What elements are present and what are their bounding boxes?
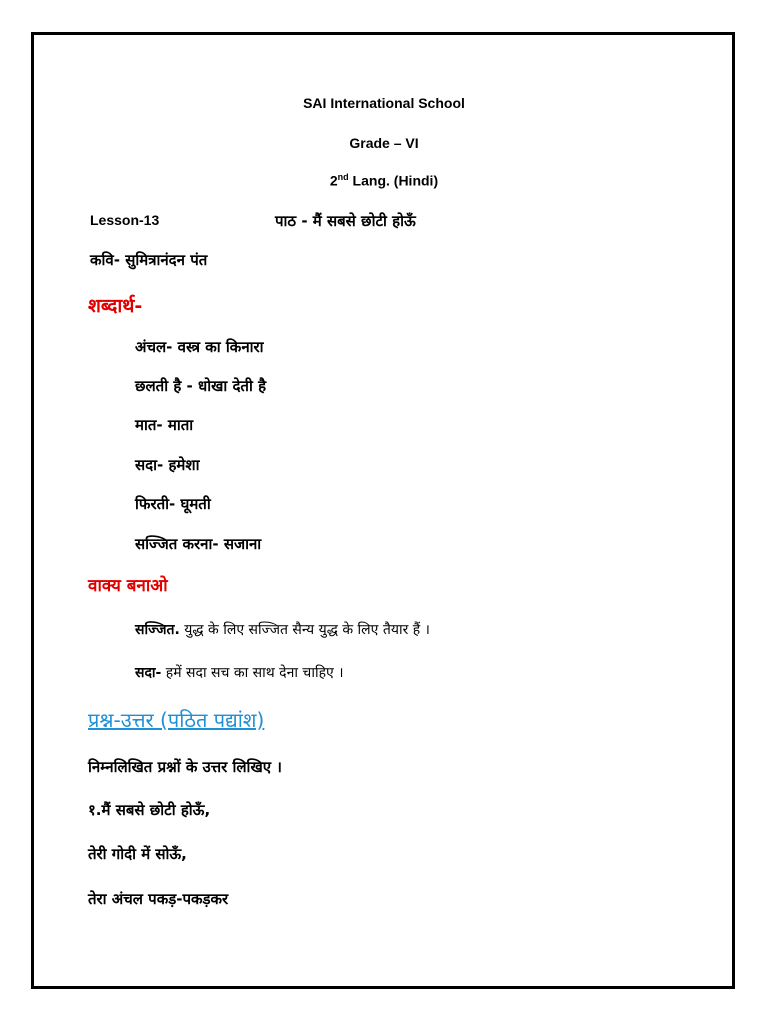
lesson-number: Lesson-13 — [90, 212, 160, 228]
qa-instruction: निम्नलिखित प्रश्नों के उत्तर लिखिए । — [88, 758, 282, 776]
vocab-item: अंचल- वस्त्र का किनारा — [135, 338, 264, 356]
sentence-item — [135, 620, 430, 639]
sentence-word: सदा- — [135, 665, 162, 681]
language-label — [0, 172, 768, 189]
sentences-heading: वाक्य बनाओ — [88, 576, 168, 596]
sentence-word: सज्जित. — [135, 622, 180, 638]
lesson-title: पाठ - मैं सबसे छोटी होऊँ — [275, 212, 416, 230]
vocab-item: फिरती- घूमती — [135, 495, 211, 513]
language-text: Lang. (Hindi) — [348, 172, 439, 189]
sentence-text: हमें सदा सच का साथ देना चाहिए । — [161, 665, 344, 681]
sentence-item — [135, 663, 344, 682]
vocab-item: छलती है - धोखा देती है — [135, 377, 267, 395]
vocab-item: सज्जित करना- सजाना — [135, 535, 262, 553]
poem-line: १.मैं सबसे छोटी होऊँ, — [88, 801, 211, 819]
language-ordinal: nd — [337, 172, 349, 182]
poet-name: कवि- सुमित्रानंदन पंत — [90, 251, 208, 269]
qa-heading: प्रश्न-उत्तर (पठित पद्यांश) — [88, 708, 265, 732]
vocab-heading: शब्दार्थ- — [88, 295, 143, 317]
sentence-text: युद्ध के लिए सज्जित सैन्य युद्ध के लिए तैयार हैं । — [179, 622, 430, 638]
poem-line: तेरी गोदी में सोऊँ, — [88, 845, 187, 863]
language-number: 2 — [329, 172, 338, 189]
grade-label: Grade – VI — [349, 135, 419, 151]
school-name: SAI International School — [303, 95, 465, 111]
vocab-item: सदा- हमेशा — [135, 456, 200, 474]
poem-line: तेरा अंचल पकड़-पकड़कर — [88, 890, 229, 908]
vocab-item: मात- माता — [135, 416, 194, 434]
